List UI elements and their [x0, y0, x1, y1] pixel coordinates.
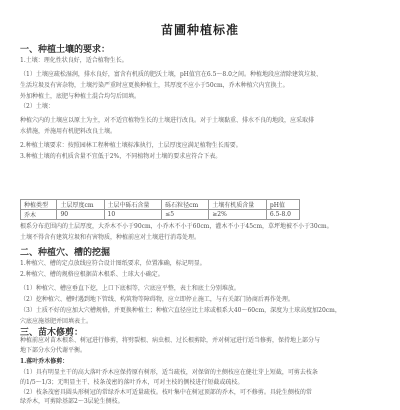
table-cell: 乔木 [21, 210, 57, 220]
text-line: （2）挖种植穴、槽时遇到地下管线、构筑物等障碍物，应立即停止施工，与有关部门协商后再作处理。 [20, 296, 294, 303]
text-line: 外加种植土，底肥与种植土混合均匀后回填。 [20, 93, 141, 100]
text-line: （1）具有明显主干的高大落叶乔木应保持原有树形，适当疏枝，对保留的主侧枝应在健壮芽上短截，可剪去枝条 [20, 369, 318, 376]
section-heading-pruning: 三、苗木修剪： [20, 328, 84, 338]
text-line: （1）土壤应疏松湿润，排水良好，富含有机质的肥沃土壤，pH值宜在6.5～8.0之间。种植地段应清除建筑垃圾、 [20, 71, 322, 78]
soil-requirements-table [20, 199, 300, 220]
text-line: （3）土质不好的应加大穴槽规格，并更换种植土；种植穴直径应比土球或根系大40～60cm，深度为土球高度加20cm， [20, 307, 341, 314]
text-line: 地下部分水分代谢平衡。 [20, 347, 87, 354]
text-line: 1.土壤：理化性状良好，适合植物生长。 [20, 57, 128, 64]
text-line: 2.种植土壤要求：按照园林工程种植土壤标准执行，土层厚度应满足植物生长需要。 [20, 142, 242, 149]
text-line: （2）土壤： [20, 103, 54, 110]
text-line: 的1/5～1/3；无明显主干、枝条茂密的落叶乔木，可对主枝的侧枝进行短截或疏枝。 [20, 379, 244, 386]
table-cell: ≥2% [209, 210, 267, 220]
text-line: 种植前应对苗木根系、树冠进行修剪，将劈裂根、病虫根、过长根剪除，并对树冠进行适当修剪，保持地上部分与 [20, 337, 321, 344]
document-title: 苗圃种植标准 [160, 23, 239, 37]
table-cell: 90 [57, 210, 104, 220]
table-header-cell: 砾石粒径cm [162, 200, 209, 210]
table-cell: 6.5-8.0 [266, 210, 299, 220]
table-header-cell: 土层中砾石含量 [104, 200, 162, 210]
text-line: 土壤不得含有建筑垃圾和有害物质，种植前应对土壤进行消毒处理。 [20, 234, 201, 241]
text-line: 穴底应施基肥并回填表土。 [20, 318, 93, 325]
text-line: （1）种植穴、槽应垂直下挖，上口下底相等，穴底应平整，表土和底土分别堆放。 [20, 285, 240, 292]
section-heading-soil: 一、种植土壤的要求： [20, 45, 111, 55]
text-line: 3.种植土壤的有机质含量不宜低于2%，不同植物对土壤的要求应符合下表。 [20, 153, 222, 160]
text-line: 生活垃圾及有害杂物，土壤污染严重时应更换种植土，其厚度不应小于50cm，乔木种植穴内宜换土。 [20, 82, 289, 89]
text-line: 根系分布范围内的土层厚度，大乔木不小于90cm，小乔木不小于60cm，灌木不小于45cm，草坪地被不小于30cm。 [20, 223, 333, 230]
table-header-cell: 土层厚度cm [57, 200, 104, 210]
text-line: （2）枝条茂密具圆头形树冠的常绿乔木可适量疏枝。枝叶集中在树冠顶部的乔木，可不修剪。具轮生侧枝的常 [20, 389, 312, 396]
table-header-row [21, 200, 300, 210]
section-heading-planting-holes: 二、种植穴、槽的挖掘 [20, 248, 111, 258]
text-line: 1.种植穴、槽的定点放线应符合设计图纸要求，位置准确，标记明显。 [20, 260, 206, 267]
table-header-cell: 土壤有机质含量 [209, 200, 267, 210]
text-line: 种植穴内的土壤应以原土为主，对不适宜植物生长的土壤进行改良。对于土壤黏重、排水不良的地段，应采取排 [20, 117, 315, 124]
text-line: 2.种植穴、槽的规格应根据苗木根系、土球大小确定。 [20, 271, 164, 278]
table-header-cell: pH值 [266, 200, 299, 210]
text-line: 绿乔木，可剪除基部2～3层轮生侧枝。 [20, 398, 124, 405]
text-line: 水措施，并施用有机肥料改良土壤。 [20, 128, 117, 135]
subheading-deciduous-pruning: 1.落叶乔木修剪： [20, 358, 69, 365]
table-header-cell: 种植类型 [21, 200, 57, 210]
table-cell: ≤5 [162, 210, 209, 220]
table-cell: 10 [104, 210, 162, 220]
table-row [21, 210, 300, 220]
